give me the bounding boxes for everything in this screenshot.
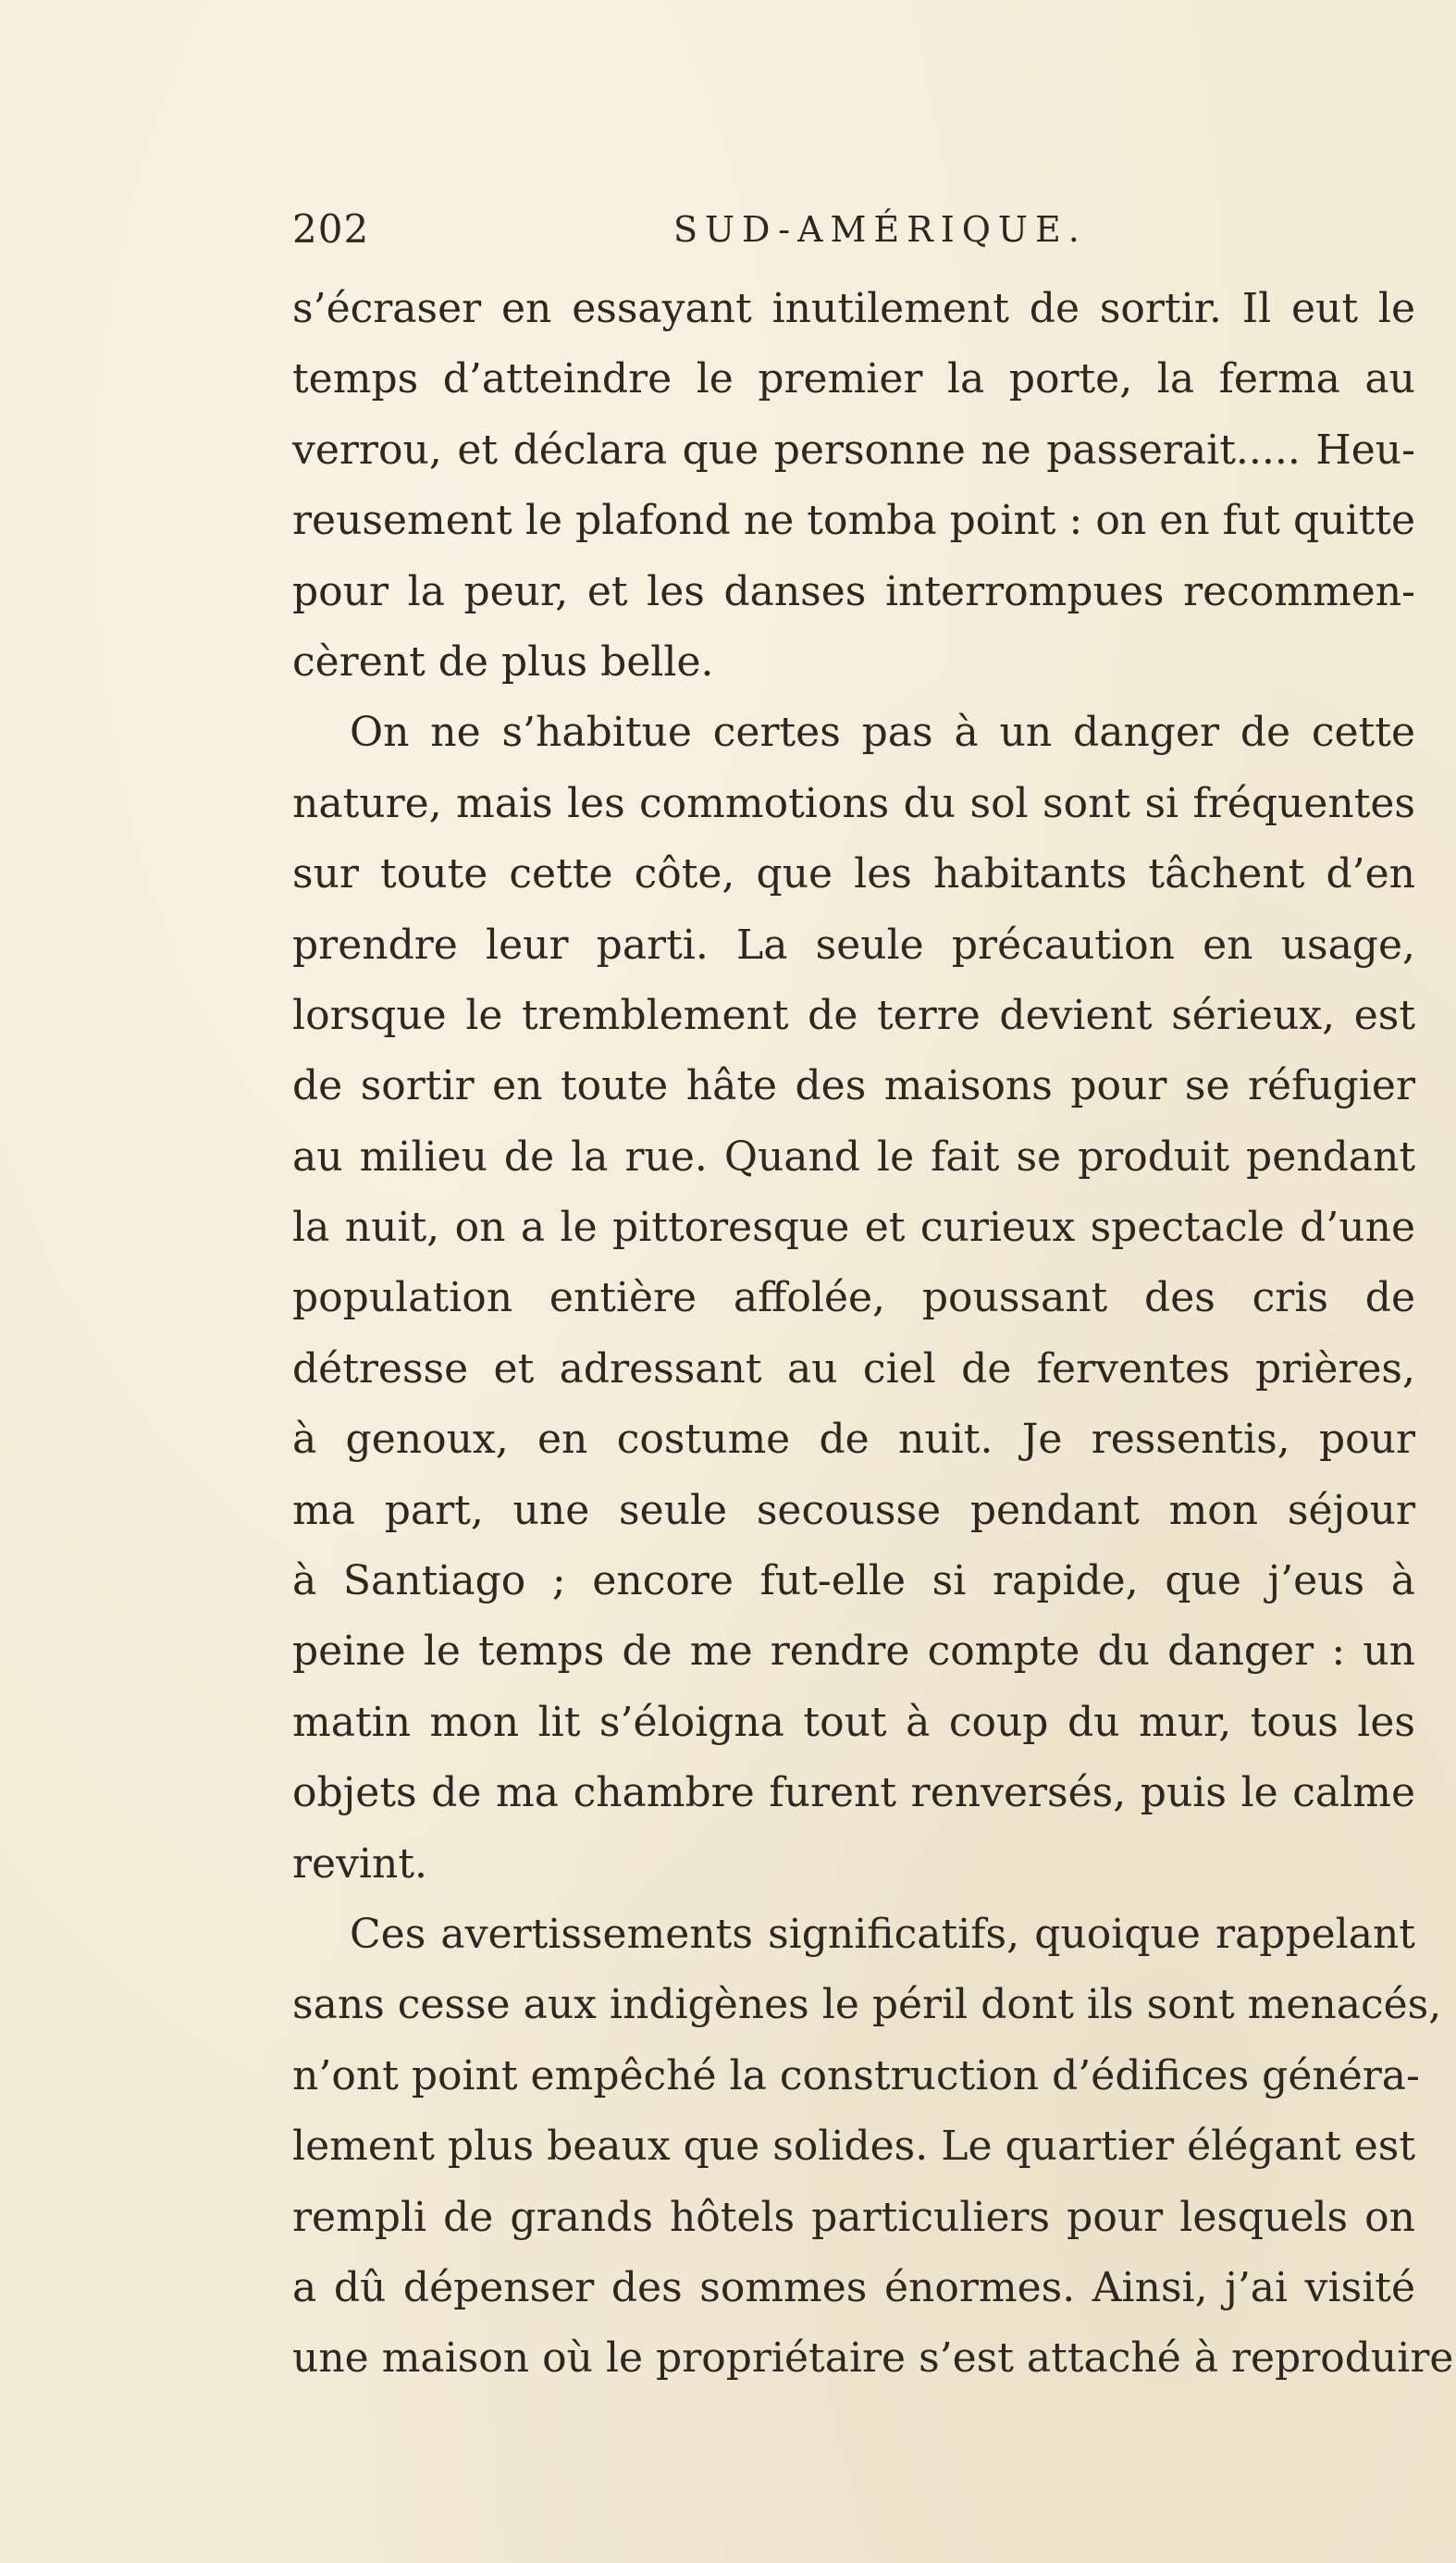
- running-title: SUD-AMÉRIQUE.: [673, 209, 1087, 250]
- text-line: population entière affolée, poussant des cris de: [292, 1274, 1415, 1322]
- text-line: de sortir en toute hâte des maisons pour se réfugier: [292, 1062, 1415, 1110]
- text-line: lorsque le tremblement de terre devient sérieux, est: [292, 991, 1415, 1039]
- text-line: la nuit, on a le pittoresque et curieux spectacle d’une: [292, 1204, 1415, 1252]
- text-line: cèrent de plus belle.: [292, 638, 714, 686]
- text-line: sans cesse aux indigènes le péril dont ils sont menacés,: [292, 1981, 1442, 2029]
- text-line: ma part, une seule secousse pendant mon séjour: [292, 1486, 1415, 1534]
- page-number: 202: [292, 206, 370, 252]
- text-line: nature, mais les commotions du sol sont si fréquentes: [292, 779, 1415, 827]
- text-line: a dû dépenser des sommes énormes. Ainsi, j’ai visité: [292, 2263, 1415, 2311]
- paragraph-first-line: On ne s’habitue certes pas à un danger de cette: [350, 709, 1415, 757]
- text-line: matin mon lit s’éloigna tout à coup du mur, tous les: [292, 1698, 1415, 1746]
- text-line: objets de ma chambre furent renversés, puis le calme: [292, 1769, 1415, 1817]
- paragraph-first-line: Ces avertissements significatifs, quoique rappelant: [350, 1910, 1415, 1958]
- text-line: une maison où le propriétaire s’est attaché à reproduire: [292, 2334, 1454, 2383]
- text-line: à Santiago ; encore fut-elle si rapide, que j’eus à: [292, 1557, 1415, 1605]
- text-line: temps d’atteindre le premier la porte, la ferma au: [292, 355, 1415, 403]
- text-line: pour la peur, et les danses interrompues recommen-: [292, 567, 1415, 615]
- text-line: détresse et adressant au ciel de ferventes prières,: [292, 1344, 1415, 1393]
- text-line: à genoux, en costume de nuit. Je ressentis, pour: [292, 1416, 1415, 1464]
- text-line: prendre leur parti. La seule précaution en usage,: [292, 921, 1415, 969]
- text-line: lement plus beaux que solides. Le quartier élégant est: [292, 2123, 1415, 2171]
- page-header: [292, 202, 1415, 257]
- body-text: [292, 274, 1454, 2395]
- text-line: verrou, et déclara que personne ne passerait..... Heu-: [292, 426, 1415, 474]
- text-line: s’écraser en essayant inutilement de sortir. Il eut le: [292, 285, 1415, 332]
- text-line: revint.: [292, 1839, 428, 1888]
- text-line: au milieu de la rue. Quand le fait se produit pendant: [292, 1133, 1415, 1181]
- text-line: sur toute cette côte, que les habitants tâchent d’en: [292, 850, 1415, 898]
- text-line: n’ont point empêché la construction d’édifices généra-: [292, 2051, 1420, 2099]
- text-line: rempli de grands hôtels particuliers pour lesquels on: [292, 2193, 1415, 2241]
- text-line: reusement le plafond ne tomba point : on en fut quitte: [292, 497, 1415, 545]
- text-line: peine le temps de me rendre compte du danger : un: [292, 1628, 1415, 1676]
